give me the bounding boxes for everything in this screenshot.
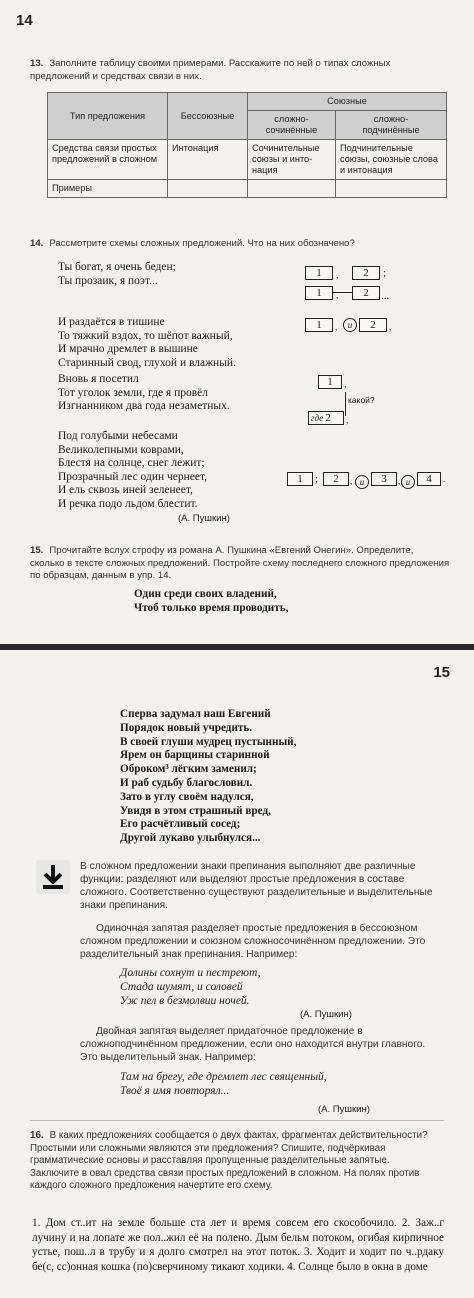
poem-line: Под голубыми небесами — [58, 430, 178, 442]
task-15 — [30, 545, 450, 583]
poem-line: Изгнанником два года незаметных. — [58, 400, 230, 413]
poem-1 — [58, 261, 176, 288]
conjunction-oval: и — [355, 475, 369, 489]
scheme-number: 2 — [325, 412, 331, 424]
task-16 — [30, 1130, 440, 1193]
rule-icon — [36, 860, 70, 894]
example-line: Долины сохнут и пестреют, — [120, 967, 261, 979]
scheme-dots: ... — [381, 290, 390, 302]
poem-line: Сперва задумал наш Евгений — [120, 708, 271, 720]
header-asyndetic: Бессоюзные — [168, 93, 248, 140]
scheme-box: 4 — [417, 472, 441, 486]
task-14 — [30, 238, 450, 251]
cell-empty — [168, 180, 248, 198]
scheme-comma: , — [344, 379, 347, 389]
scheme-semicolon: ; — [315, 473, 319, 485]
example-2 — [120, 1070, 327, 1098]
poem-line: Ты прозаик, я поэт... — [58, 274, 158, 287]
scheme-box: 3 — [371, 472, 397, 486]
scheme-comma: , — [346, 415, 349, 425]
poem-line: И мрачно дремлет в вышине — [58, 343, 198, 356]
poem-line: Блестя на солнце, снег лежит; — [58, 457, 205, 470]
poem-line: И раб судьбу благословил. — [120, 776, 253, 789]
author: (А. Пушкин) — [300, 1009, 352, 1020]
scheme-semicolon: ; — [383, 267, 387, 279]
example-line: Твоё я имя повторял... — [120, 1085, 230, 1097]
poem-line: Чтоб только время проводить, — [134, 601, 289, 614]
conjunction-oval: и — [343, 318, 357, 332]
cell-compound: Сочинительные союзы и инто-нация — [248, 140, 336, 180]
task-number: 14. — [30, 238, 44, 249]
poem-line: Оброком³ лёгким заменил; — [120, 763, 257, 776]
scheme-box: 1 — [305, 318, 333, 332]
example-line: Там на брегу, где дремлет лес священный, — [120, 1071, 327, 1083]
scheme-comma: , — [398, 476, 401, 486]
poem-3 — [58, 373, 230, 414]
poem-line: То тяжкий вздох, то шёпот важный, — [58, 329, 233, 342]
scheme-box: 2 — [359, 318, 387, 332]
example-line: Уж пел в безмолвии ночей. — [120, 995, 250, 1007]
scheme-comma: , — [336, 270, 339, 280]
scheme-box: 2 — [323, 472, 349, 486]
task-text: В каких предложениях сообщается о двух фактах, фрагментах действительности? Простыми или сложными являются эти предложения? Спишите, подчёркивая грамматические основы и расставляя пропущенные разделительные запятые. Заключите в овал средства связи простых предложений в сложном. На полях против каждого сложного предложения начертите его схему. — [30, 1130, 428, 1192]
scheme-box: 1 — [305, 266, 333, 280]
scheme-box: 2 — [352, 266, 380, 280]
task-number: 16. — [30, 1130, 44, 1141]
scheme-box: 1 — [287, 472, 313, 486]
cell-examples-label: Примеры — [48, 180, 168, 198]
poem-line: Ярем он барщины старинной — [120, 749, 270, 762]
poem-line: В своей глуши мудрец пустынный, — [120, 735, 297, 748]
page-number: 14 — [16, 12, 33, 29]
question-label: какой? — [348, 395, 375, 405]
poem-line: Один среди своих владений, — [134, 588, 277, 600]
poem-line: Зато в углу своём надулся, — [120, 790, 254, 803]
poem-line: Старинный свод, глухой и влажный. — [58, 356, 236, 369]
onegin-start — [134, 588, 288, 615]
cell-empty — [336, 180, 447, 198]
sentence-types-table — [47, 92, 447, 198]
section-divider — [30, 1120, 444, 1121]
page-14 — [0, 0, 474, 644]
author: (А. Пушкин) — [318, 1104, 370, 1115]
poem-line: Вновь я посетил — [58, 373, 139, 385]
cell-asyndetic: Интонация — [168, 140, 248, 180]
poem-line: Великолепными коврами, — [58, 443, 184, 456]
scheme-box: 2 — [352, 286, 380, 300]
down-arrow-icon — [36, 860, 70, 894]
scheme-word: где — [311, 413, 324, 423]
task-text: Прочитайте вслух строфу из романа А. Пушкина «Евгений Онегин». Определите, сколько в тексте сложных предложений. Постройте схему последнего сложного предложения по образцам, данным в упр. 14. — [30, 545, 450, 581]
scheme-comma: , — [335, 322, 338, 332]
scheme-comma: , — [350, 476, 353, 486]
poem-2 — [58, 316, 236, 370]
rule-paragraph-1: В сложном предложении знаки препинания выполняют две различные функции: разделяют или выделяют простые предложения в составе сложного. Соответственно существуют разделительные и выделительные знаки препинания. — [80, 861, 433, 911]
poem-4 — [58, 430, 230, 525]
scheme-connector — [345, 392, 346, 416]
example-1 — [120, 966, 352, 1022]
conjunction-oval: и — [401, 475, 415, 489]
header-complex: сложно- подчинённые — [336, 111, 447, 140]
example-line: Стада шумят, и соловей — [120, 981, 243, 993]
header-union: Союзные — [248, 93, 447, 111]
onegin-stanza — [120, 708, 296, 846]
exercise-16-text: 1. Дом ст..ит на земле больше ста лет и время совсем его скособочило. 2. Заж..г лучину и на лопате же пол..жил её на полено. Дым бельм потоком, огибая кирпичное устье, пош..л в трубу и я долго смотрел на этот поток. 3. Ходит и ходит по ч..рдаку бе(с, сс)онная кошка (по)сверчиному тикают ходики. 4. Солнце было в окна в доме — [32, 1217, 444, 1273]
header-type: Тип предложения — [48, 93, 168, 140]
task-text: Заполните таблицу своими примерами. Расскажите по ней о типах сложных предложений и средствах связи в них. — [30, 58, 391, 82]
scheme-box: 1 — [318, 375, 342, 389]
scheme-box: 1 — [305, 286, 333, 300]
scheme-comma: , — [389, 322, 392, 332]
task-13 — [30, 58, 450, 83]
poem-line: Его расчётливый сосед; — [120, 818, 241, 831]
poem-line: И ель сквозь иней зеленеет, — [58, 484, 193, 497]
poem-line: Другой лукаво улыбнулся... — [120, 832, 261, 845]
poem-line: И речка подо льдом блестит. — [58, 497, 198, 510]
author: (А. Пушкин) — [178, 512, 230, 524]
rule-paragraph-3: Двойная запятая выделяет придаточное предложение в сложноподчинённом предложении, если оно находится внутри главного. Это выделительный знак. Например: — [80, 1026, 426, 1063]
poem-line: Ты богат, я очень беден; — [58, 261, 176, 273]
poem-line: И раздаётся в тишине — [58, 316, 165, 328]
poem-line: Увидя в этом страшный вред, — [120, 804, 271, 817]
task-text: Рассмотрите схемы сложных предложений. Что на них обозначено? — [49, 238, 355, 249]
task-number: 13. — [30, 58, 44, 69]
header-compound: сложно- сочинённые — [248, 111, 336, 140]
poem-line: Порядок новый учредить. — [120, 721, 253, 734]
page-number: 15 — [433, 664, 450, 681]
page-15 — [0, 650, 474, 1298]
rule-paragraph-2: Одиночная запятая разделяет простые предложения в бессоюзном сложном предложении и союзном сложносочинённом предложении. Это разделительный знак препинания. Например: — [80, 923, 426, 960]
scheme-comma: , — [336, 290, 339, 300]
cell-complex: Подчинительные союзы, союзные слова и интонация — [336, 140, 447, 180]
poem-line: Прозрачный лес один чернеет, — [58, 470, 208, 483]
cell-means-label: Средства связи простых предложений в сложном — [48, 140, 168, 180]
scheme-box — [308, 411, 344, 425]
poem-line: Тот уголок земли, где я провёл — [58, 386, 209, 399]
scheme-period: . — [443, 474, 446, 484]
task-number: 15. — [30, 545, 44, 556]
cell-empty — [248, 180, 336, 198]
